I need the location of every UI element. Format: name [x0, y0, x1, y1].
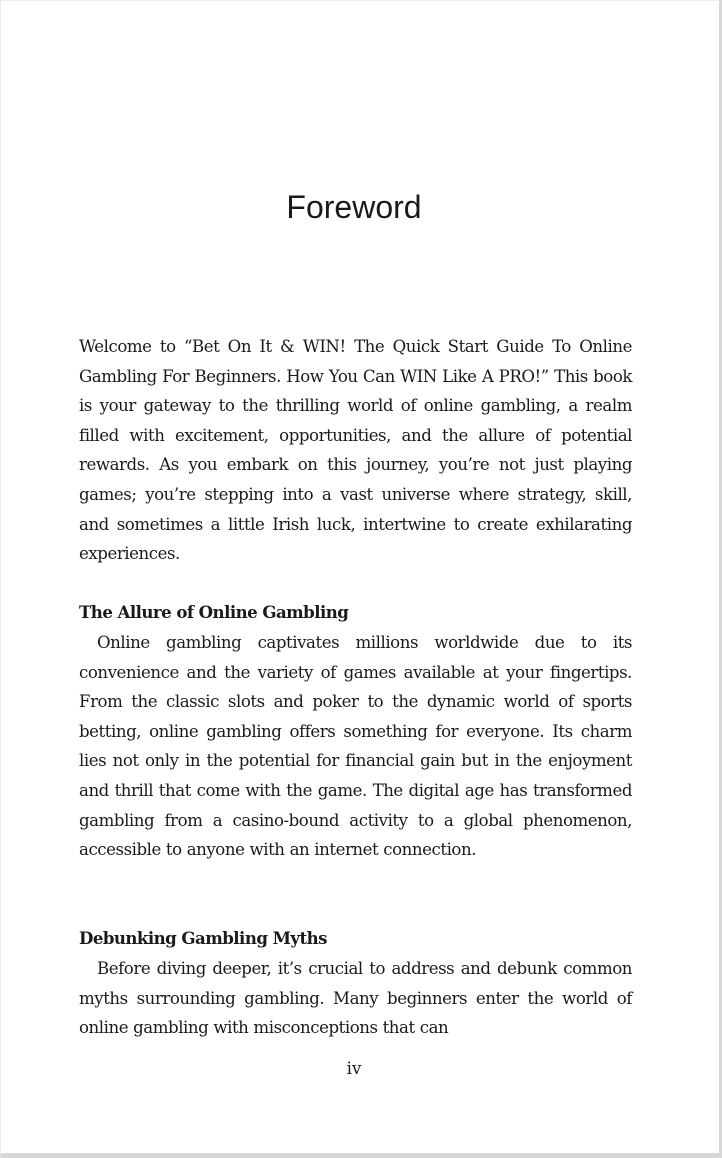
page-number: iv [346, 1059, 362, 1078]
page-title: Foreword [286, 189, 422, 225]
intro-paragraph: Welcome to “Bet On It & WIN! The Quick Start Guide To Online Gambling For Beginners. How You Can WIN Like A PRO!” This book is your gateway to the thrilling world of online gambling, a realm filled with excitement, opportunities, and the allure of potential rewards. As you embark on this journey, you’re not just playing games; you’re stepping into a vast universe where strategy, skill, and sometimes a little Irish luck, intertwine to create exhilarating experiences. [79, 337, 632, 564]
section-paragraph-allure: Online gambling captivates millions worldwide due to its convenience and the variety of games available at your fingertips. From the classic slots and poker to the dynamic world of sports betting, online gambling offers something for everyone. Its charm lies not only in the potential for financial gain but in the enjoyment and thrill that come with the game. The digital age has transformed gambling from a casino-bound activity to a global phenomenon, accessible to anyone with an internet connection. [79, 633, 632, 860]
section-heading-myths: Debunking Gambling Myths [79, 928, 327, 948]
section-heading-allure: The Allure of Online Gambling [79, 602, 349, 622]
section-paragraph-myths: Before diving deeper, it’s crucial to address and debunk common myths surrounding gambling. Many beginners enter the world of online gambling with misconceptions that can [79, 959, 632, 1038]
